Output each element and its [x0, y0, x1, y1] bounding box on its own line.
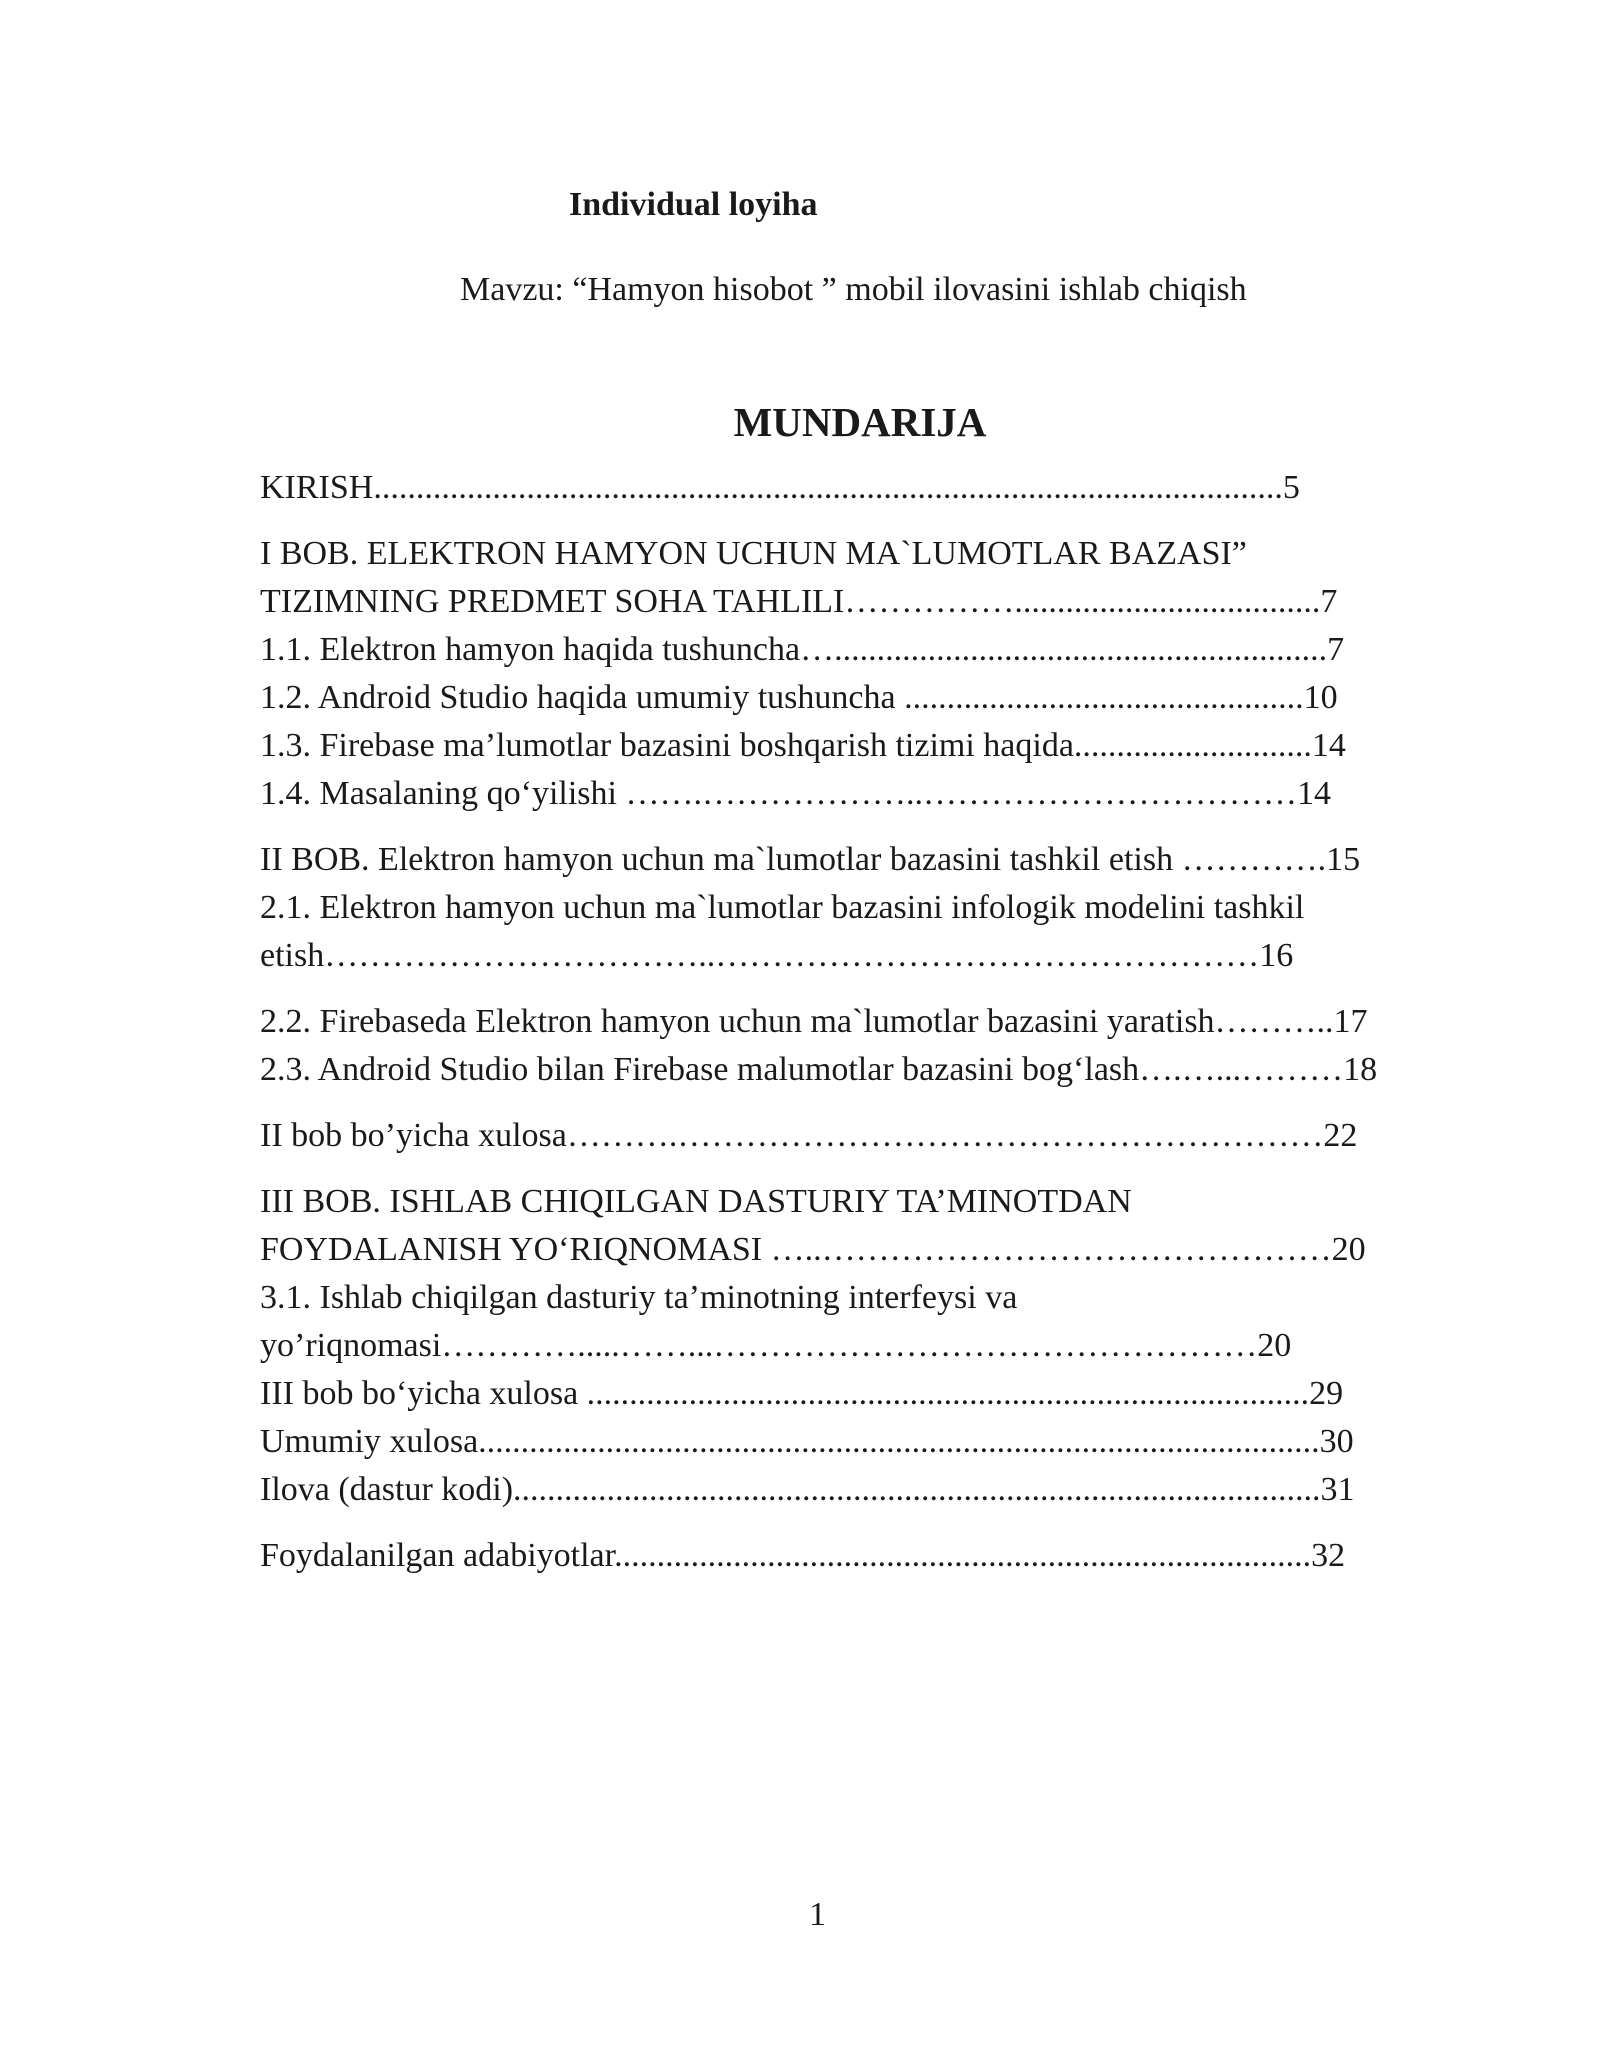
- page-number: 1: [809, 1896, 826, 1933]
- project-subject: Mavzu: “Hamyon hisobot ” mobil ilovasini ishlab chiqish: [460, 271, 1247, 308]
- project-title: Individual loyiha: [569, 186, 818, 223]
- toc-entry-2-2: 2.2. Firebaseda Elektron hamyon uchun ma`lumotlar bazasini yaratish………..17: [260, 1003, 1368, 1040]
- toc-entry-3-1-line-2: yo’riqnomasi………….....……...…………………………………………20: [260, 1327, 1292, 1364]
- toc-entry-1-3: 1.3. Firebase ma’lumotlar bazasini boshqarish tizimi haqida............................14: [260, 727, 1346, 764]
- toc-entry-chapter-1-line-2: TIZIMNING PREDMET SOHA TAHLILI……………....................................7: [260, 583, 1338, 620]
- toc-entry-2-3: 2.3. Android Studio bilan Firebase malumotlar bazasini bog‘lash….…...………18: [260, 1051, 1378, 1088]
- toc-entry-chapter-3-line-2: FOYDALANISH YO‘RIQNOMASI …..………………………………………20: [260, 1231, 1366, 1268]
- toc-entry-1-2: 1.2. Android Studio haqida umumiy tushuncha ...............................................10: [260, 679, 1338, 716]
- toc-entry-1-4: 1.4. Masalaning qo‘yilishi …….………………..……………………………14: [260, 775, 1331, 812]
- toc-entry-appendix: Ilova (dastur kodi)...............................................................................................31: [260, 1471, 1355, 1508]
- toc-entry-chapter-1-line-1: I BOB. ELEKTRON HAMYON UCHUN MA`LUMOTLAR BAZASI”: [260, 535, 1247, 572]
- toc-entry-general-conclusion: Umumiy xulosa...................................................................................................30: [260, 1423, 1354, 1460]
- toc-entry-chapter-2-summary: II bob bo’yicha xulosa……….…………………………………………………22: [260, 1117, 1358, 1154]
- toc-entry-references: Foydalanilgan adabiyotlar..................................................................................32: [260, 1537, 1346, 1574]
- toc-entry-chapter-3-summary: III bob bo‘yicha xulosa .....................................................................................29: [260, 1375, 1344, 1412]
- toc-entry-chapter-2: II BOB. Elektron hamyon uchun ma`lumotlar bazasini tashkil etish ………….15: [260, 841, 1361, 878]
- toc-entry-kirish: KIRISH...........................................................................................................5: [260, 469, 1300, 506]
- toc-heading: MUNDARIJA: [733, 399, 987, 445]
- toc-entry-chapter-3-line-1: III BOB. ISHLAB CHIQILGAN DASTURIY TA’MINOTDAN: [260, 1183, 1132, 1220]
- toc-entry-2-1-line-1: 2.1. Elektron hamyon uchun ma`lumotlar bazasini infologik modelini tashkil: [260, 889, 1305, 926]
- toc-entry-3-1-line-1: 3.1. Ishlab chiqilgan dasturiy ta’minotning interfeysi va: [260, 1279, 1018, 1316]
- toc-entry-2-1-line-2: etish……………………………..…………………………………………16: [260, 937, 1294, 974]
- toc-entry-1-1: 1.1. Elektron hamyon haqida tushuncha…..........................................................7: [260, 631, 1345, 668]
